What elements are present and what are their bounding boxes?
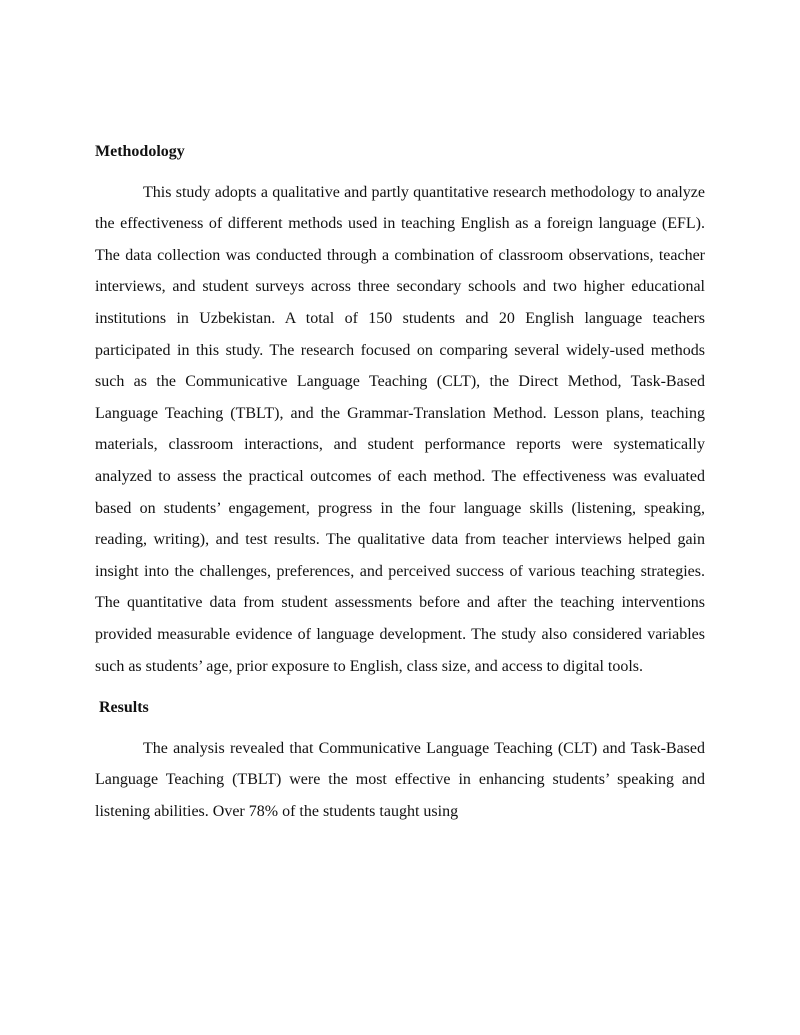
- methodology-paragraph: This study adopts a qualitative and partly quantitative research methodology to analyze the effectiveness of different methods used in teaching English as a foreign language (EFL). The data collection was conducted through a combination of classroom observations, teacher interviews, and student surveys across three secondary schools and two higher educational institutions in Uzbekistan. A total of 150 students and 20 English language teachers participated in this study. The research focused on comparing several widely-used methods such as the Communicative Language Teaching (CLT), the Direct Method, Task-Based Language Teaching (TBLT), and the Grammar-Translation Method. Lesson plans, teaching materials, classroom interactions, and student performance reports were systematically analyzed to assess the practical outcomes of each method. The effectiveness was evaluated based on students’ engagement, progress in the four language skills (listening, speaking, reading, writing), and test results. The qualitative data from teacher interviews helped gain insight into the challenges, preferences, and perceived success of various teaching strategies. The quantitative data from student assessments before and after the teaching interventions provided measurable evidence of language development. The study also considered variables such as students’ age, prior exposure to English, class size, and access to digital tools.: [95, 183, 705, 675]
- spacer: [95, 168, 705, 177]
- spacer: [95, 724, 705, 733]
- spacer: [95, 682, 705, 692]
- results-paragraph: The analysis revealed that Communicative Language Teaching (CLT) and Task-Based Language Teaching (TBLT) were the most effective in enhancing students’ speaking and listening abilities. Over 78% of the students taught using: [95, 739, 705, 820]
- section-heading-methodology: Methodology: [95, 143, 185, 160]
- section-heading-results: Results: [99, 699, 149, 717]
- document-body: [95, 136, 705, 827]
